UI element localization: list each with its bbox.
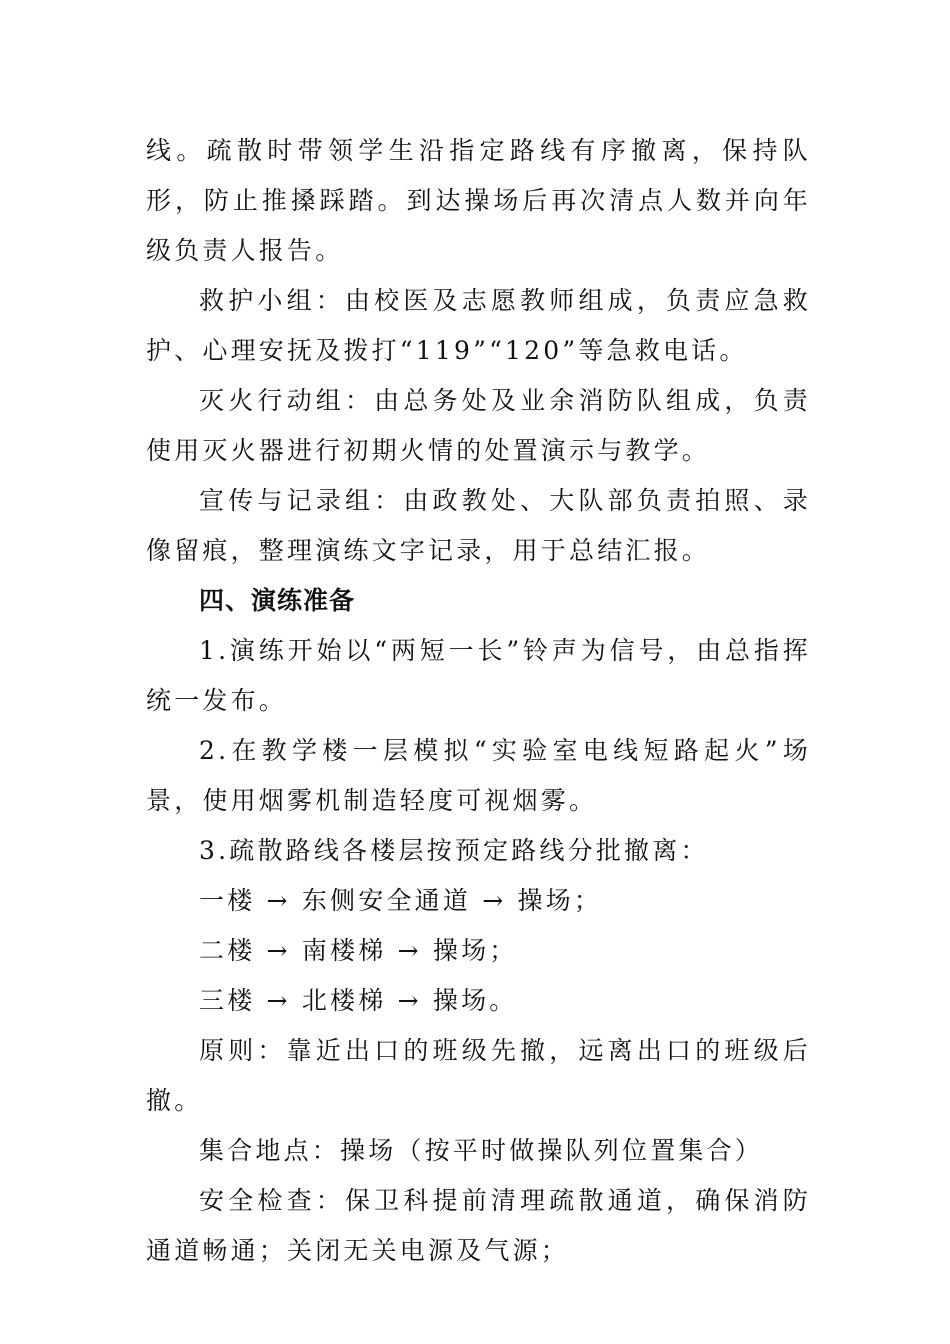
item-principle: 原则：靠近出口的班级先撤，远离出口的班级后撤。	[146, 1036, 811, 1115]
paragraph-rescue-team: 救护小组：由校医及志愿教师组成，负责应急救护、心理安抚及拨打“119”“120”等急救电话。	[146, 286, 811, 365]
item-assembly-point: 集合地点：操场（按平时做操队列位置集合）	[199, 1136, 764, 1165]
route-floor-2: 二楼 → 南楼梯 → 操场；	[199, 936, 518, 965]
document-page	[146, 126, 811, 1276]
route-floor-1: 一楼 → 东侧安全通道 → 操场；	[199, 886, 603, 915]
item-safety-check: 安全检查：保卫科提前清理疏散通道，确保消防通道畅通；关闭无关电源及气源；	[146, 1186, 811, 1265]
paragraph-evacuation-continued: 线。疏散时带领学生沿指定路线有序撤离，保持队形，防止推搡踩踏。到达操场后再次清点人数并向年级负责人报告。	[146, 136, 811, 265]
item-drill-signal: 1.演练开始以“两短一长”铃声为信号，由总指挥统一发布。	[146, 636, 811, 715]
paragraph-firefighting-team: 灭火行动组：由总务处及业余消防队组成，负责使用灭火器进行初期火情的处置演示与教学。	[146, 386, 811, 465]
paragraph-publicity-team: 宣传与记录组：由政教处、大队部负责拍照、录像留痕，整理演练文字记录，用于总结汇报。	[146, 486, 811, 565]
route-floor-3: 三楼 → 北楼梯 → 操场。	[199, 986, 518, 1015]
item-fire-scenario: 2.在教学楼一层模拟“实验室电线短路起火”场景，使用烟雾机制造轻度可视烟雾。	[146, 736, 811, 815]
section-heading: 四、演练准备	[199, 586, 356, 615]
item-evacuation-routes: 3.疏散路线各楼层按预定路线分批撤离：	[199, 836, 709, 865]
